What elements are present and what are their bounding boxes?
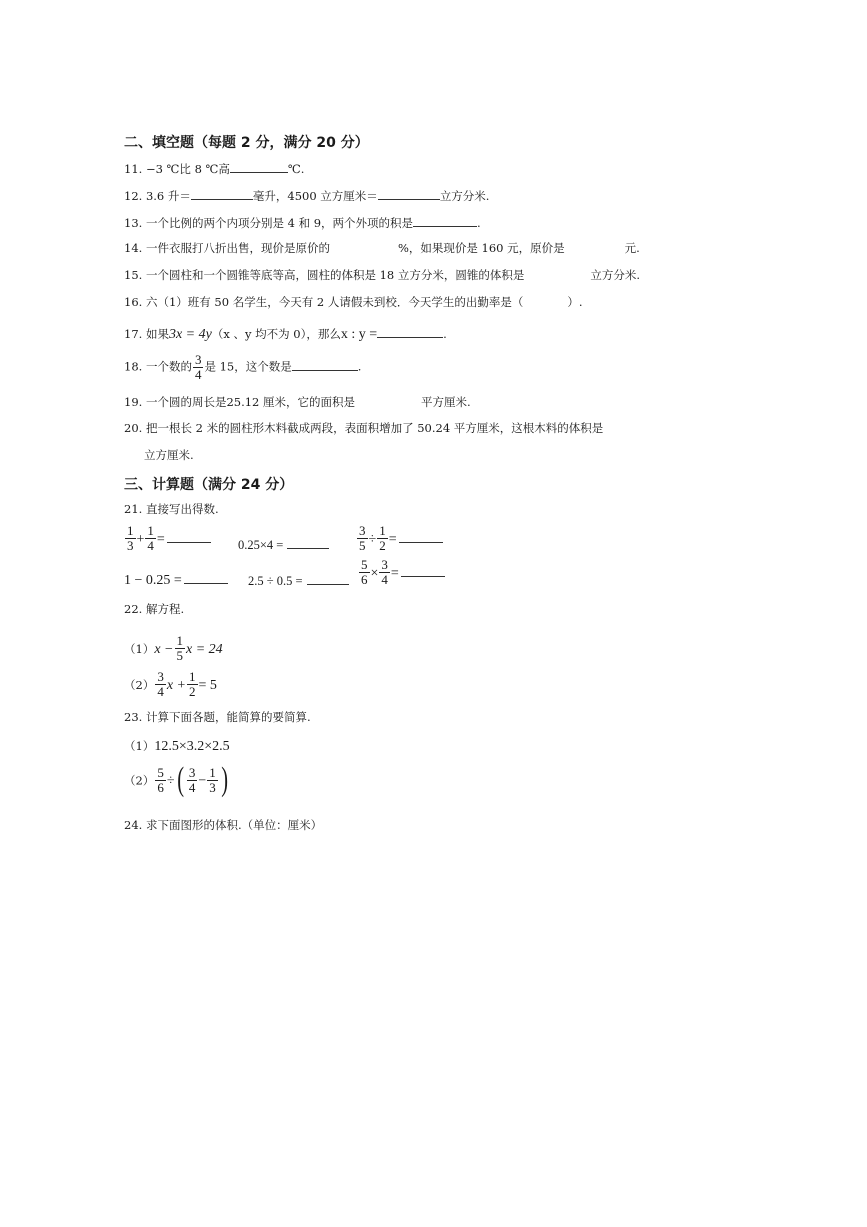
question-21: 21. 直接写出得数. (124, 502, 219, 516)
q21-item-5 (248, 570, 349, 589)
q18-denominator: 4 (194, 367, 202, 382)
q18-blank[interactable] (292, 358, 358, 371)
q19-unit: 平方厘米. (421, 395, 471, 409)
q21-4-blank[interactable] (184, 571, 228, 584)
q23-2-minus: − (198, 773, 207, 789)
q22-1-tag: （1） (124, 642, 155, 656)
question-13 (124, 214, 481, 230)
q21-6-a-num: 5 (361, 557, 368, 572)
q13-text: 13. 一个比例的两个内项分别是 4 和 9，两个外项的积是 (124, 216, 414, 230)
q21-6-op: × (370, 566, 379, 581)
q22-1-rhs: x = 24 (186, 642, 223, 657)
q11-text: 11. −3 ℃比 8 ℃高 (124, 162, 230, 176)
q21-3-a-num: 3 (359, 523, 366, 538)
q21-4-expr: 1 − 0.25 = (124, 573, 182, 588)
q17-end: . (443, 327, 447, 341)
right-paren: ) (221, 761, 228, 798)
q14-mid: %，如果现价是 160 元，原价是 (397, 241, 565, 255)
q11-unit: ℃. (287, 162, 305, 176)
q11-blank[interactable] (230, 160, 288, 173)
q22-2-num-1: 3 (157, 669, 164, 684)
q21-item-4 (124, 569, 228, 589)
q23-1-expr: 12.5×3.2×2.5 (154, 739, 230, 754)
q21-item-1 (124, 524, 211, 553)
q23-2-op: ÷ (166, 773, 175, 789)
q22-part-2 (124, 670, 217, 699)
q21-6-a-den: 6 (361, 572, 368, 587)
q12-blank-2[interactable] (378, 187, 440, 200)
q13-blank[interactable] (413, 214, 477, 227)
q23-2-num-1: 3 (188, 764, 196, 780)
q17-blank[interactable] (377, 325, 443, 338)
question-18 (124, 353, 361, 382)
question-14 (124, 241, 640, 255)
q17-ratio: x : y = (340, 327, 378, 342)
question-20-line-2 (124, 448, 194, 462)
q19-text: 19. 一个圆的周长是25.12 厘米，它的面积是 (124, 395, 356, 409)
q22-part-1 (124, 634, 223, 663)
question-19 (124, 395, 471, 409)
q23-part-1 (124, 735, 230, 755)
q12-text: 12. 3.6 升＝ (124, 189, 191, 203)
q21-1-a-den: 3 (127, 538, 134, 553)
q17-condition: （x 、y 均不为 0），那么 (211, 327, 341, 341)
q22-2-num-2: 1 (189, 669, 196, 684)
q15-unit: 立方分米. (590, 268, 641, 282)
q21-item-6 (358, 558, 445, 587)
q23-2-num-2: 1 (209, 764, 216, 780)
q23-part-2 (124, 763, 230, 797)
q21-6-b-num: 3 (381, 557, 388, 572)
q21-5-expr: 2.5 ÷ 0.5 = (248, 574, 303, 588)
q12-mid: 毫升，4500 立方厘米＝ (252, 189, 378, 203)
q21-2-expr: 0.25×4 = (238, 538, 284, 552)
q23-2-den-1: 4 (188, 779, 196, 795)
q16-text: 16. 六（1）班有 50 名学生，今天有 2 人请假未到校．今天学生的出勤率是（ (124, 295, 524, 309)
q21-3-eq: = (388, 532, 397, 547)
q22-1-lhs: x − (154, 642, 174, 657)
q23-2-den-0: 6 (157, 779, 164, 795)
q23-2-den-2: 3 (209, 779, 216, 795)
question-12 (124, 187, 489, 203)
q22-2-mid: x + (166, 678, 186, 693)
q23-1-tag: （1） (124, 739, 155, 753)
question-17 (124, 325, 447, 342)
q18-end: . (357, 359, 362, 374)
q21-1-eq: = (156, 532, 165, 547)
q21-item-3 (356, 524, 443, 553)
question-16 (124, 295, 583, 309)
question-15 (124, 268, 640, 282)
q21-1-blank[interactable] (167, 530, 211, 543)
q18-mid: 是 15，这个数是 (204, 359, 292, 374)
q21-3-b-num: 1 (379, 523, 386, 538)
q14-unit: 元. (624, 241, 640, 255)
q21-1-b-den: 4 (147, 538, 154, 553)
q22-1-num: 1 (176, 633, 183, 648)
q18-numerator: 3 (194, 352, 202, 367)
q13-end: . (477, 216, 481, 230)
q20-text: 20. 把一根长 2 米的圆柱形木料截成两段，表面积增加了 50.24 平方厘米，这根木料的体积是 (124, 421, 604, 435)
q22-2-tag: （2） (124, 678, 155, 692)
question-24: 24. 求下面图形的体积.（单位：厘米） (124, 818, 323, 832)
q21-5-blank[interactable] (307, 572, 349, 585)
q22-2-rhs: = 5 (198, 678, 217, 693)
q21-item-2 (238, 534, 329, 553)
q17-text: 17. 如果 (124, 327, 169, 341)
q21-1-b-num: 1 (147, 523, 154, 538)
q15-text: 15. 一个圆柱和一个圆锥等底等高，圆柱的体积是 18 立方分米，圆锥的体积是 (124, 268, 525, 282)
q23-2-num-0: 5 (157, 764, 164, 780)
q21-2-blank[interactable] (287, 536, 329, 549)
question-11 (124, 160, 304, 176)
q21-1-a-num: 1 (127, 523, 134, 538)
left-paren: ( (176, 761, 184, 798)
q16-end: ）. (567, 295, 583, 309)
q21-3-b-den: 2 (379, 538, 386, 553)
q23-2-tag: （2） (124, 773, 155, 788)
q14-text: 14. 一件衣服打八折出售，现价是原价的 (124, 241, 330, 255)
q21-6-eq: = (390, 566, 399, 581)
q21-3-blank[interactable] (399, 530, 443, 543)
q21-1-op: + (136, 532, 145, 547)
q21-3-op: ÷ (368, 532, 377, 547)
question-20 (124, 421, 603, 435)
q21-6-blank[interactable] (401, 564, 445, 577)
question-22: 22. 解方程. (124, 602, 185, 616)
section-title-calculation: 三、计算题（满分 24 分） (124, 477, 294, 493)
q20-unit: 立方厘米. (144, 448, 194, 462)
question-23: 23. 计算下面各题，能简算的要简算. (124, 710, 311, 724)
q18-fraction (193, 353, 204, 382)
q22-2-den-1: 4 (157, 684, 164, 699)
q22-2-den-2: 2 (189, 684, 196, 699)
q17-equation: 3x = 4y (168, 327, 212, 342)
q22-1-den: 5 (176, 648, 183, 663)
q21-6-b-den: 4 (381, 572, 388, 587)
section-title-fill-in: 二、填空题（每题 2 分，满分 20 分） (124, 135, 369, 151)
q18-text: 18. 一个数的 (124, 359, 192, 374)
q12-unit: 立方分米. (439, 189, 490, 203)
q21-3-a-den: 5 (359, 538, 366, 553)
q12-blank-1[interactable] (191, 187, 253, 200)
